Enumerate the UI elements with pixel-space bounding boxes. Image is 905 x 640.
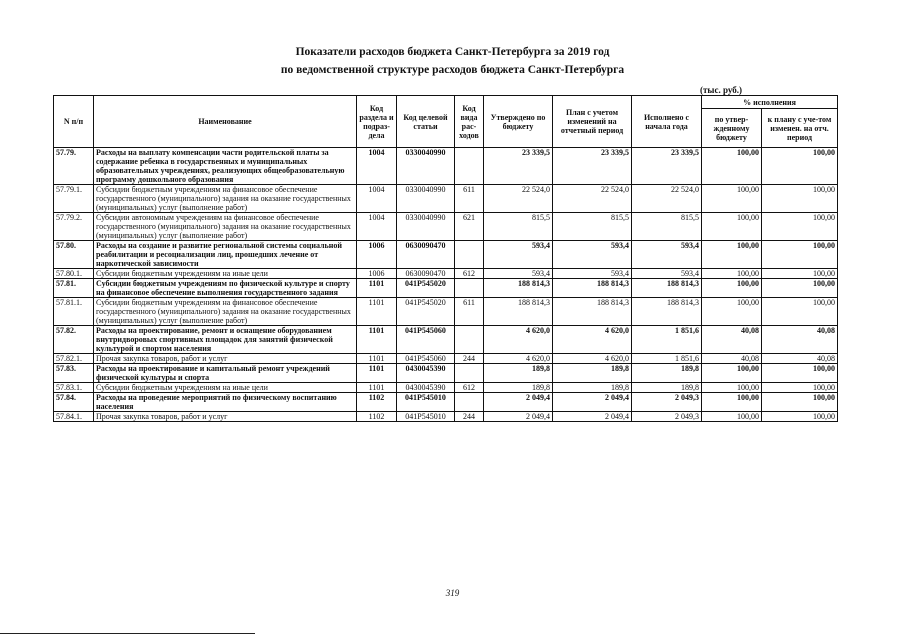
table-row <box>54 393 838 412</box>
cell-section: 1101 <box>357 354 397 364</box>
cell-target: 041P545020 <box>397 279 455 298</box>
document-subtitle: по ведомственной структуре расходов бюджета Санкт-Петербурга <box>280 64 625 76</box>
cell-plan: 593,4 <box>553 269 632 279</box>
cell-type <box>455 326 484 354</box>
cell-approved: 189,8 <box>484 383 553 393</box>
cell-num: 57.80.1. <box>54 269 94 279</box>
cell-section: 1006 <box>357 269 397 279</box>
cell-num: 57.84.1. <box>54 412 94 422</box>
cell-executed: 188 814,3 <box>632 298 702 326</box>
cell-pct-plan: 100,00 <box>762 412 838 422</box>
cell-target: 0430045390 <box>397 383 455 393</box>
cell-section: 1102 <box>357 412 397 422</box>
cell-target: 041P545010 <box>397 412 455 422</box>
page-number: 319 <box>445 588 460 598</box>
table-row <box>54 383 838 393</box>
cell-target: 0330040990 <box>397 148 455 185</box>
cell-plan: 815,5 <box>553 213 632 241</box>
cell-plan: 188 814,3 <box>553 298 632 326</box>
cell-executed: 189,8 <box>632 364 702 383</box>
cell-target: 0330040990 <box>397 185 455 213</box>
cell-num: 57.79. <box>54 148 94 185</box>
cell-name: Субсидии бюджетным учреждениям на иные цели <box>94 269 357 279</box>
cell-num: 57.83.1. <box>54 383 94 393</box>
cell-executed: 22 524,0 <box>632 185 702 213</box>
cell-num: 57.84. <box>54 393 94 412</box>
cell-pct-budget: 100,00 <box>702 412 762 422</box>
cell-target: 0630090470 <box>397 241 455 269</box>
table-row <box>54 298 838 326</box>
cell-num: 57.81. <box>54 279 94 298</box>
header-type: Код вида рас-ходов <box>455 96 484 148</box>
cell-type <box>455 364 484 383</box>
table-row <box>54 364 838 383</box>
table-row <box>54 412 838 422</box>
cell-name: Расходы на проектирование, ремонт и оснащение оборудованием внутридворовых спортивных площадок для занятий физической культурой и спортом населения <box>94 326 357 354</box>
cell-type: 244 <box>455 354 484 364</box>
cell-approved: 189,8 <box>484 364 553 383</box>
cell-num: 57.82. <box>54 326 94 354</box>
cell-section: 1006 <box>357 241 397 269</box>
cell-name: Субсидии бюджетным учреждениям на финансовое обеспечение государственного (муниципального) задания на оказание государственных (муниципальных) услуг (выполнение работ) <box>94 298 357 326</box>
cell-section: 1101 <box>357 279 397 298</box>
cell-plan: 4 620,0 <box>553 354 632 364</box>
cell-target: 041P545020 <box>397 298 455 326</box>
header-executed: Исполнено с начала года <box>632 96 702 148</box>
units-label: (тыс. руб.) <box>700 85 742 95</box>
cell-name: Расходы на создание и развитие региональной системы социальной реабилитации и ресоциализации лиц, прошедших лечение от наркотической зависимости <box>94 241 357 269</box>
cell-type: 611 <box>455 298 484 326</box>
cell-approved: 815,5 <box>484 213 553 241</box>
cell-num: 57.79.1. <box>54 185 94 213</box>
cell-type: 244 <box>455 412 484 422</box>
cell-plan: 22 524,0 <box>553 185 632 213</box>
cell-executed: 188 814,3 <box>632 279 702 298</box>
table-row <box>54 269 838 279</box>
cell-approved: 2 049,4 <box>484 412 553 422</box>
cell-section: 1004 <box>357 148 397 185</box>
cell-approved: 188 814,3 <box>484 279 553 298</box>
cell-pct-budget: 100,00 <box>702 241 762 269</box>
cell-pct-budget: 100,00 <box>702 383 762 393</box>
cell-pct-budget: 40,08 <box>702 354 762 364</box>
cell-pct-plan: 100,00 <box>762 185 838 213</box>
cell-plan: 2 049,4 <box>553 393 632 412</box>
cell-type: 621 <box>455 213 484 241</box>
cell-section: 1004 <box>357 213 397 241</box>
cell-target: 041P545060 <box>397 326 455 354</box>
cell-name: Расходы на проектирование и капитальный ремонт учреждений физической культуры и спорта <box>94 364 357 383</box>
cell-plan: 189,8 <box>553 383 632 393</box>
cell-approved: 593,4 <box>484 269 553 279</box>
cell-approved: 4 620,0 <box>484 354 553 364</box>
cell-target: 0630090470 <box>397 269 455 279</box>
cell-pct-budget: 100,00 <box>702 298 762 326</box>
cell-plan: 23 339,5 <box>553 148 632 185</box>
cell-pct-plan: 100,00 <box>762 279 838 298</box>
cell-approved: 23 339,5 <box>484 148 553 185</box>
cell-type <box>455 148 484 185</box>
cell-name: Субсидии бюджетным учреждениям по физической культуре и спорту на финансовое обеспечение выполнения государственного задания <box>94 279 357 298</box>
cell-type <box>455 241 484 269</box>
cell-executed: 2 049,3 <box>632 412 702 422</box>
cell-pct-budget: 100,00 <box>702 269 762 279</box>
table-row <box>54 354 838 364</box>
header-section: Код раздела и подраз-дела <box>357 96 397 148</box>
footnote-divider <box>0 633 255 634</box>
cell-pct-budget: 100,00 <box>702 279 762 298</box>
cell-plan: 2 049,4 <box>553 412 632 422</box>
cell-section: 1102 <box>357 393 397 412</box>
cell-section: 1101 <box>357 383 397 393</box>
document-title: Показатели расходов бюджета Санкт-Петербурга за 2019 год <box>295 46 610 58</box>
table-row <box>54 326 838 354</box>
cell-type: 612 <box>455 269 484 279</box>
header-pct-group: % исполнения <box>702 96 838 109</box>
cell-executed: 815,5 <box>632 213 702 241</box>
table-row <box>54 279 838 298</box>
cell-executed: 23 339,5 <box>632 148 702 185</box>
cell-pct-plan: 100,00 <box>762 269 838 279</box>
header-approved: Утверждено по бюджету <box>484 96 553 148</box>
header-target: Код целевой статьи <box>397 96 455 148</box>
cell-pct-plan: 40,08 <box>762 326 838 354</box>
cell-executed: 593,4 <box>632 269 702 279</box>
cell-target: 0330040990 <box>397 213 455 241</box>
cell-approved: 22 524,0 <box>484 185 553 213</box>
cell-approved: 2 049,4 <box>484 393 553 412</box>
cell-section: 1101 <box>357 298 397 326</box>
cell-target: 041P545010 <box>397 393 455 412</box>
table-row <box>54 213 838 241</box>
cell-pct-plan: 100,00 <box>762 241 838 269</box>
cell-pct-plan: 100,00 <box>762 364 838 383</box>
cell-section: 1101 <box>357 364 397 383</box>
cell-plan: 4 620,0 <box>553 326 632 354</box>
cell-executed: 1 851,6 <box>632 326 702 354</box>
cell-executed: 593,4 <box>632 241 702 269</box>
cell-num: 57.83. <box>54 364 94 383</box>
header-num: N п/п <box>54 96 94 148</box>
cell-section: 1004 <box>357 185 397 213</box>
cell-type: 611 <box>455 185 484 213</box>
cell-pct-budget: 40,08 <box>702 326 762 354</box>
table-row <box>54 241 838 269</box>
cell-type: 612 <box>455 383 484 393</box>
cell-target: 041P545060 <box>397 354 455 364</box>
cell-name: Прочая закупка товаров, работ и услуг <box>94 354 357 364</box>
cell-pct-plan: 40,08 <box>762 354 838 364</box>
cell-approved: 593,4 <box>484 241 553 269</box>
cell-pct-plan: 100,00 <box>762 213 838 241</box>
cell-pct-budget: 100,00 <box>702 185 762 213</box>
cell-approved: 4 620,0 <box>484 326 553 354</box>
cell-pct-plan: 100,00 <box>762 148 838 185</box>
cell-name: Расходы на выплату компенсации части родительской платы за содержание ребенка в государственных и муниципальных образовательных учреждениях, реализующих общеобразовательную программу дошкольного образования <box>94 148 357 185</box>
cell-num: 57.79.2. <box>54 213 94 241</box>
cell-pct-budget: 100,00 <box>702 148 762 185</box>
cell-num: 57.80. <box>54 241 94 269</box>
header-pct-plan: к плану с уче-том изменен. на отч. период <box>762 109 838 148</box>
cell-executed: 2 049,3 <box>632 393 702 412</box>
cell-target: 0430045390 <box>397 364 455 383</box>
header-name: Наименование <box>94 96 357 148</box>
cell-pct-budget: 100,00 <box>702 393 762 412</box>
cell-num: 57.82.1. <box>54 354 94 364</box>
table-body <box>54 148 838 422</box>
cell-type <box>455 393 484 412</box>
cell-name: Субсидии бюджетным учреждениям на финансовое обеспечение государственного (муниципального) задания на оказание государственных (муниципальных) услуг (выполнение работ) <box>94 185 357 213</box>
cell-approved: 188 814,3 <box>484 298 553 326</box>
cell-executed: 1 851,6 <box>632 354 702 364</box>
cell-name: Субсидии бюджетным учреждениям на иные цели <box>94 383 357 393</box>
cell-type <box>455 279 484 298</box>
cell-name: Расходы на проведение мероприятий по физическому воспитанию населения <box>94 393 357 412</box>
budget-table <box>53 95 838 422</box>
cell-plan: 189,8 <box>553 364 632 383</box>
cell-pct-budget: 100,00 <box>702 364 762 383</box>
cell-num: 57.81.1. <box>54 298 94 326</box>
cell-pct-budget: 100,00 <box>702 213 762 241</box>
table-row <box>54 148 838 185</box>
table-row <box>54 185 838 213</box>
header-plan: План с учетом изменений на отчетный период <box>553 96 632 148</box>
cell-name: Субсидии автономным учреждениям на финансовое обеспечение государственного (муниципального) задания на оказание государственных (муниципальных) услуг (выполнение работ) <box>94 213 357 241</box>
cell-pct-plan: 100,00 <box>762 393 838 412</box>
cell-plan: 188 814,3 <box>553 279 632 298</box>
header-pct-budget: по утвер-жденному бюджету <box>702 109 762 148</box>
cell-plan: 593,4 <box>553 241 632 269</box>
cell-pct-plan: 100,00 <box>762 383 838 393</box>
cell-executed: 189,8 <box>632 383 702 393</box>
cell-section: 1101 <box>357 326 397 354</box>
cell-name: Прочая закупка товаров, работ и услуг <box>94 412 357 422</box>
cell-pct-plan: 100,00 <box>762 298 838 326</box>
